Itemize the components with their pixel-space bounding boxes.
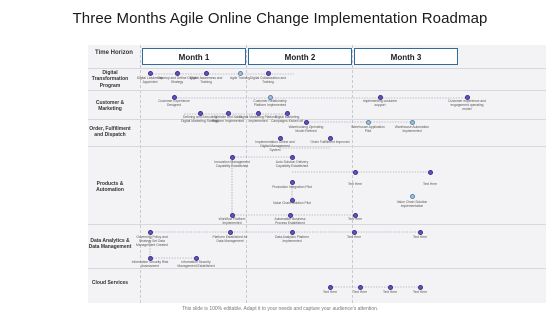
footer-note: This slide is 100% editable. Adapt it to your needs and capture your audience's attention. [181, 306, 379, 312]
milestone-label: Automation Business Process Established [274, 217, 306, 225]
row-label-cloud-services: Cloud Services [91, 280, 129, 286]
milestone-label: Warehouse Application Pilot [351, 125, 385, 133]
milestone-label: Implementation Online and Digital Management System [255, 140, 295, 152]
milestone-label: Text Here [412, 290, 428, 294]
month-3-header: Month 3 [354, 48, 458, 65]
time-horizon-label: Time Horizon [95, 50, 133, 56]
row-label-products-automation: Products & Automation [96, 181, 124, 194]
milestone-label: Implementing customer support [362, 99, 398, 107]
milestone-label: Customer Relationship Platform Implemented [253, 99, 287, 107]
milestone-label: Customer Experience Designed [158, 99, 190, 107]
milestone-label: Value Chain Solution Implementation [396, 200, 428, 208]
milestone-label: Text Here [422, 182, 438, 186]
milestone-label: Digital Leadership Appointed [136, 76, 164, 84]
milestone-label: Warehouse Automation Implemented [394, 125, 430, 133]
milestone-dot [410, 194, 415, 199]
milestone-label: Text Here [347, 182, 363, 186]
milestone-label: Website and Sales Platform Implemented [211, 115, 245, 123]
milestone-label: Warehousing Operating Model Refined [288, 125, 324, 133]
milestone-label: Text Here [352, 290, 368, 294]
milestone-label: Information Security Risk Assessment [131, 260, 169, 268]
milestone-label: Digital Marketing Campaigns Kicked off [270, 115, 303, 123]
milestone-label: Workflow Platform Implemented [218, 217, 246, 225]
milestone-label: Text Here [382, 290, 398, 294]
milestone-dot [428, 170, 433, 175]
page-title: Three Months Agile Online Change Implementation Roadmap [72, 10, 488, 27]
milestone-label: Digital Awareness and Training [189, 76, 223, 84]
milestone-label: Data Analytics Platform Implemented [274, 235, 310, 243]
milestone-label: Text Here [347, 217, 363, 221]
milestone-label: Customer experience and engagement operating model [448, 99, 486, 111]
milestone-label: Value Chain Solution Pilot [273, 201, 311, 205]
row-label-order-fulfillment: Order, Fulfillment and Dispatch [89, 126, 131, 139]
milestone-label: Platform Established for Data Management [212, 235, 248, 243]
row-label-customer-marketing: Customer & Marketing [95, 100, 125, 113]
milestone-label: Agile Training [230, 76, 250, 80]
month-2-header: Month 2 [248, 48, 352, 65]
milestone-label: Auto Solution Delivery Capability Established [275, 160, 309, 168]
milestone-label: Digital Collaboration and Training [250, 76, 286, 84]
milestone-label: Digital Marketing Platform Implemented [239, 115, 277, 123]
month-1-header: Month 1 [142, 48, 246, 65]
milestone-label: Text Here [346, 235, 362, 239]
milestone-label: Order Fulfillment Improved [310, 140, 350, 144]
row-label-digital-transformation: Digital Transformation Program [91, 70, 129, 89]
row-label-data-analytics: Data Analytics & Data Management [88, 238, 132, 251]
milestone-label: Text Here [322, 290, 338, 294]
milestone-label: Governing Policy and Strategy Set Data Management Created [136, 235, 168, 247]
milestone-label: Production Integration Pilot [272, 185, 312, 189]
milestone-label: Text Here [412, 235, 428, 239]
milestone-label: Innovation Management Capability Established [214, 160, 250, 168]
milestone-label: Develop and Define Digital Strategy [157, 76, 197, 84]
milestone-dot [353, 170, 358, 175]
milestone-label: Defining and Executing Digital Marketing Strategy [181, 115, 219, 123]
milestone-label: Information Security Management Established [177, 260, 215, 268]
